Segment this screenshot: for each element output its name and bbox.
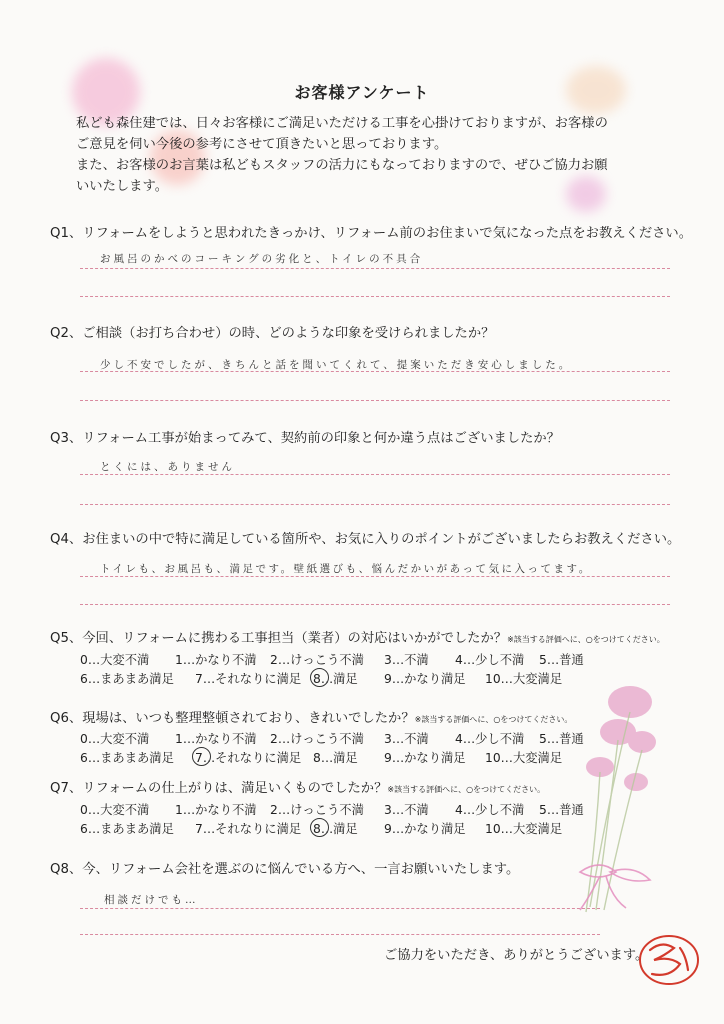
rating-option-label: 0…大変不満: [80, 803, 150, 817]
rating-option-label: 3…不満: [384, 653, 429, 667]
selected-circle-mark: [310, 668, 329, 687]
rating-option-label: 5…普通: [539, 653, 584, 667]
rating-option-10[interactable]: [485, 819, 562, 837]
rating-option-8[interactable]: [313, 669, 358, 687]
answer-line: [80, 908, 600, 909]
rating-option-label: 4…少し不満: [455, 732, 525, 746]
rating-option-3[interactable]: [384, 800, 429, 818]
answer-line: [80, 268, 670, 269]
answer-line: [80, 474, 670, 475]
rating-option-6[interactable]: [80, 669, 174, 687]
rating-option-label: 2…けっこう不満: [270, 732, 364, 746]
answer-line: [80, 604, 670, 605]
rating-option-9[interactable]: [384, 669, 466, 687]
rating-option-4[interactable]: [455, 650, 524, 668]
selected-circle-mark: [192, 747, 211, 766]
rating-option-label: 7…それなりに満足: [195, 751, 302, 765]
rating-option-label: 10…大変満足: [485, 672, 563, 686]
answer-line: [80, 400, 670, 401]
rating-option-4[interactable]: [455, 729, 524, 747]
rating-option-label: 7…それなりに満足: [195, 672, 302, 686]
rating-option-2[interactable]: [270, 800, 364, 818]
question-8: Q8、今、リフォーム会社を選ぶのに悩んでいる方へ、一言お願いいたします。: [50, 862, 520, 877]
rating-option-0[interactable]: [80, 650, 149, 668]
rating-option-label: 3…不満: [384, 732, 429, 746]
rating-option-label: 6…まあまあ満足: [80, 751, 174, 765]
question-7-label: Q7、リフォームの仕上がりは、満足いくものでしたか？: [50, 781, 388, 796]
intro-text: 私ども森住建では、日々お客様にご満足いただける工事を心掛けておりますが、お客様の ご意見を伺い今後の参考にさせて頂きたいと思っております。 また、お客様のお言葉は私どもスタッフの活力にもなっておりますので、ぜひご協力お願 いいたします。: [76, 116, 608, 194]
question-5-label: Q5、今回、リフォームに携わる工事担当（業者）の対応はいかがでしたか？: [50, 631, 508, 646]
selected-circle-mark: [310, 818, 329, 837]
rating-option-label: 2…けっこう不満: [270, 653, 364, 667]
question-4: Q4、お住まいの中で特に満足している箇所や、お気に入りのポイントがございましたらお教えください。: [50, 532, 681, 547]
rating-option-label: 9…かなり満足: [384, 822, 466, 836]
answer-4: トイレも、お風呂も、満足です。壁紙選びも、悩んだかいがあって気に入ってます。: [100, 563, 592, 575]
question-6-note: ※該当する評価へに、○をつけてください。: [414, 715, 573, 724]
rating-option-6[interactable]: [80, 819, 174, 837]
rating-option-label: 3…不満: [384, 803, 429, 817]
rating-option-label: 2…けっこう不満: [270, 803, 364, 817]
rating-option-7[interactable]: [195, 748, 301, 766]
rating-option-label: 4…少し不満: [455, 803, 525, 817]
rating-option-9[interactable]: [384, 819, 466, 837]
rating-option-label: 1…かなり不満: [175, 803, 257, 817]
rating-option-label: 6…まあまあ満足: [80, 672, 174, 686]
answer-8: 相談だけでも…: [104, 894, 199, 906]
rating-option-label: 4…少し不満: [455, 653, 525, 667]
hanko-seal: [636, 930, 702, 990]
thank-you-text: ご協力をいただき、ありがとうございます。: [384, 948, 649, 963]
rating-option-label: 1…かなり不満: [175, 732, 257, 746]
rating-option-label: 9…かなり満足: [384, 672, 466, 686]
rating-option-4[interactable]: [455, 800, 524, 818]
rating-option-0[interactable]: [80, 800, 149, 818]
rating-option-label: 7…それなりに満足: [195, 822, 302, 836]
rating-option-label: 10…大変満足: [485, 822, 563, 836]
question-1: Q1、リフォームをしようと思われたきっかけ、リフォーム前のお住まいで気になった点をお教えください。: [50, 226, 693, 241]
question-7-note: ※該当する評価へに、○をつけてください。: [387, 785, 546, 794]
rating-option-3[interactable]: [384, 650, 429, 668]
rating-option-label: 0…大変不満: [80, 653, 150, 667]
rating-option-label: 8…満足: [313, 672, 358, 686]
rating-option-2[interactable]: [270, 729, 364, 747]
rating-option-1[interactable]: [175, 800, 257, 818]
rating-option-label: 8…満足: [313, 751, 358, 765]
rating-option-10[interactable]: [485, 748, 562, 766]
question-6-label: Q6、現場は、いつも整理整頓されており、きれいでしたか？: [50, 711, 415, 726]
rating-option-3[interactable]: [384, 729, 429, 747]
rating-option-8[interactable]: [313, 819, 358, 837]
answer-line: [80, 296, 670, 297]
rating-option-1[interactable]: [175, 729, 257, 747]
rating-option-7[interactable]: [195, 669, 301, 687]
rating-option-label: 1…かなり不満: [175, 653, 257, 667]
question-5: [50, 627, 690, 646]
rating-option-9[interactable]: [384, 748, 466, 766]
rating-option-0[interactable]: [80, 729, 149, 747]
rating-option-label: 10…大変満足: [485, 751, 563, 765]
question-2: Q2、ご相談（お打ち合わせ）の時、どのような印象を受けられましたか？: [50, 326, 495, 341]
rating-option-7[interactable]: [195, 819, 301, 837]
answer-line: [80, 576, 670, 577]
question-3: Q3、リフォーム工事が始まってみて、契約前の印象と何か違う点はございましたか？: [50, 431, 560, 446]
rating-option-label: 5…普通: [539, 803, 584, 817]
rating-option-label: 5…普通: [539, 732, 584, 746]
rating-option-label: 9…かなり満足: [384, 751, 466, 765]
answer-line: [80, 934, 600, 935]
rating-option-label: 8…満足: [313, 822, 358, 836]
question-5-note: ※該当する評価へに、○をつけてください。: [507, 635, 665, 644]
rating-option-label: 6…まあまあ満足: [80, 822, 174, 836]
answer-2: 少し不安でしたが、きちんと話を聞いてくれて、提案いただき安心しました。: [100, 359, 573, 371]
answer-1: お風呂のかべのコーキングの劣化と、トイレの不具合: [100, 253, 424, 265]
answer-line: [80, 371, 670, 372]
rating-option-6[interactable]: [80, 748, 174, 766]
answer-line: [80, 504, 670, 505]
rating-option-5[interactable]: [539, 650, 584, 668]
answer-3: とくには、ありません: [100, 461, 235, 473]
flower-bouquet-illustration: [560, 672, 660, 922]
rating-option-label: 0…大変不満: [80, 732, 150, 746]
rating-option-8[interactable]: [313, 748, 358, 766]
rating-option-10[interactable]: [485, 669, 562, 687]
rating-option-2[interactable]: [270, 650, 364, 668]
rating-option-1[interactable]: [175, 650, 257, 668]
page-title: お客様アンケート: [294, 83, 430, 102]
